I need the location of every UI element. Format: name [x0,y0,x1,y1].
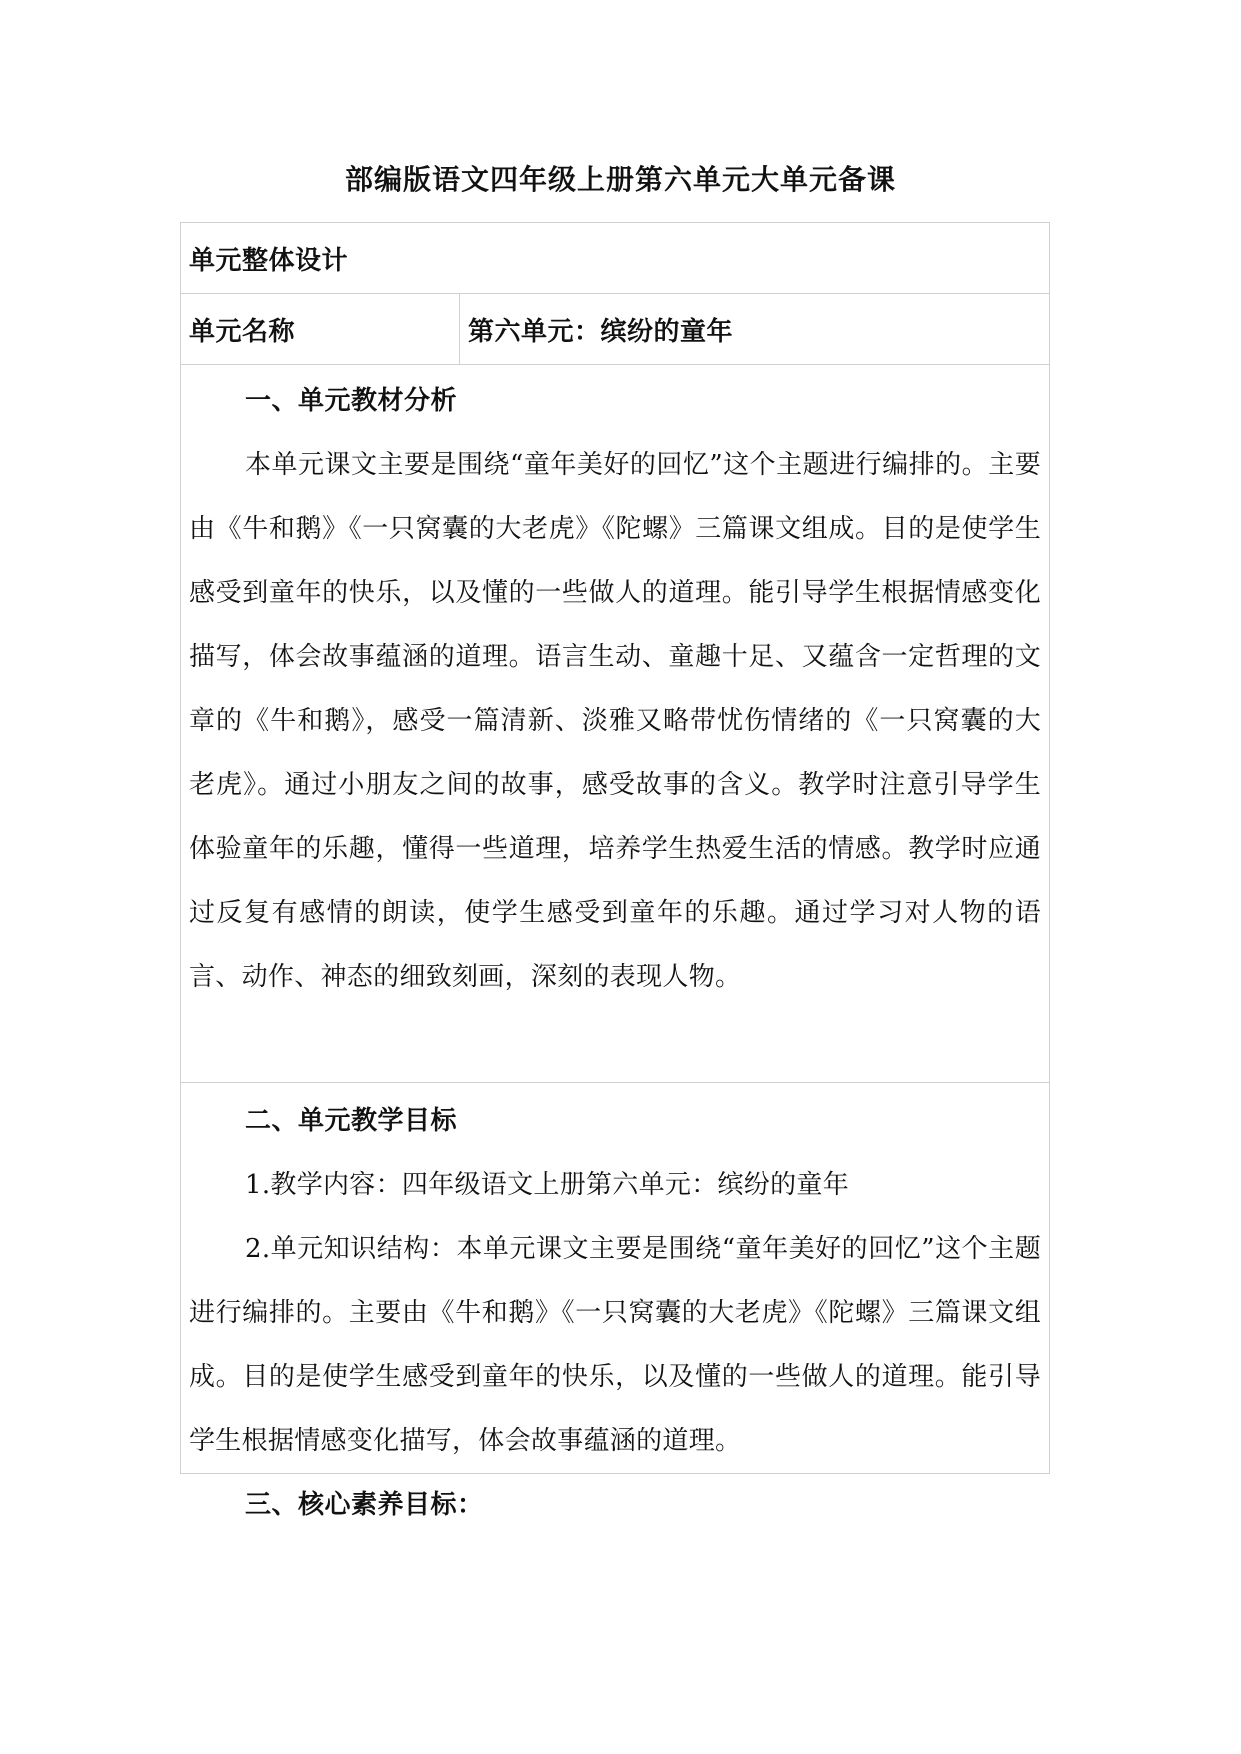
material-analysis-paragraph: 本单元课文主要是围绕“童年美好的回忆”这个主题进行编排的。主要由《牛和鹅》《一只窝囊的大老虎》《陀螺》三篇课文组成。目的是使学生感受到童年的快乐，以及懂的一些做人的道理。能引导学生根据情感变化描写，体会故事蕴涵的道理。语言生动、童趣十足、又蕴含一定哲理的文章的《牛和鹅》，感受一篇清新、淡雅又略带忧伤情绪的《一只窝囊的大老虎》。通过小朋友之间的故事，感受故事的含义。教学时注意引导学生体验童年的乐趣，懂得一些道理，培养学生热爱生活的情感。教学时应通过反复有感情的朗读，使学生感受到童年的乐趣。通过学习对人物的语言、动作、神态的细致刻画，深刻的表现人物。 [189,450,1041,992]
teaching-content-paragraph: 1.教学内容：四年级语文上册第六单元：缤纷的童年 [245,1170,850,1200]
unit-name-label-cell [181,294,460,364]
section-teaching-goals [181,1083,1049,1520]
section-heading-teaching-goals: 二、单元教学目标 [245,1106,458,1136]
knowledge-structure-paragraph: 2.单元知识结构：本单元课文主要是围绕“童年美好的回忆”这个主题进行编排的。主要由《牛和鹅》《一只窝囊的大老虎》《陀螺》三篇课文组成。目的是使学生感受到童年的快乐，以及懂的一些做人的道理。能引导学生根据情感变化描写，体会故事蕴涵的道理。 [189,1234,1041,1456]
unit-name-value: 第六单元：缤纷的童年 [468,316,734,347]
table-header-text: 单元整体设计 [189,245,349,276]
lesson-plan-table [180,222,1050,1520]
section-material-analysis [181,365,1049,1083]
table-header-row [181,223,1049,294]
section-heading-material-analysis: 一、单元教材分析 [245,386,458,416]
section-heading-core-literacy: 三、核心素养目标： [245,1490,484,1520]
document-title: 部编版语文四年级上册第六单元大单元备课 [344,163,896,196]
unit-name-value-cell [460,294,1049,364]
unit-name-row [181,294,1049,365]
unit-name-label: 单元名称 [189,316,296,347]
